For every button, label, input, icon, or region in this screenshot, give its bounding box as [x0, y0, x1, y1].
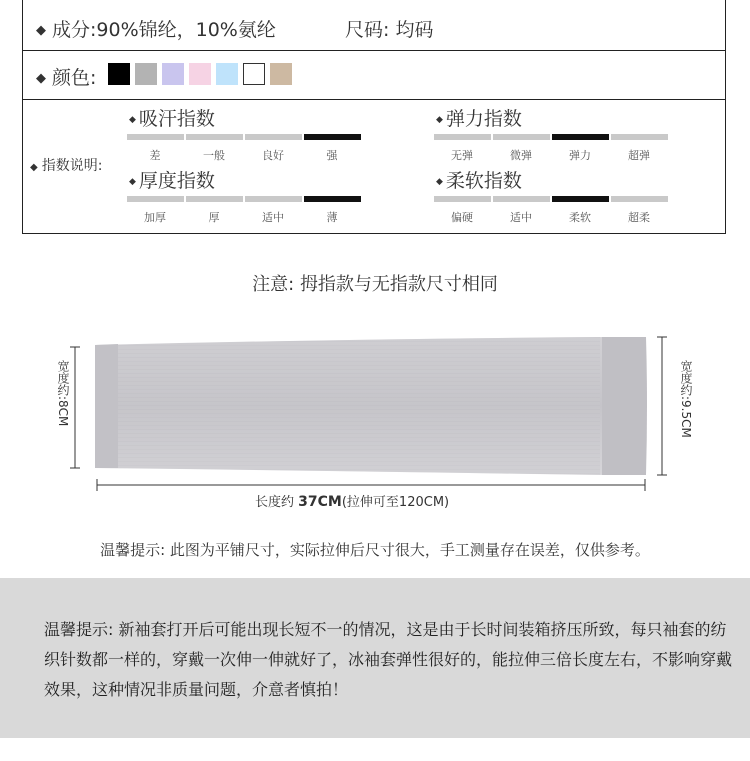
diamond-bullet-icon: ◆: [30, 162, 38, 173]
index-title-text: 弹力指数: [445, 108, 522, 130]
index-segment: [186, 196, 243, 202]
index-level-label: 良好: [262, 149, 284, 162]
length-prefix: 长度约: [255, 495, 295, 510]
index-label: 指数说明:: [41, 158, 103, 174]
sleeve-illustration: [40, 325, 710, 500]
index-level-label: 薄: [326, 211, 338, 224]
index-level-label: 适中: [262, 211, 284, 224]
color-swatch: [216, 63, 238, 85]
index-segment: [493, 196, 550, 202]
index-label-row: [30, 155, 102, 175]
index-segment: [493, 134, 550, 140]
color-swatch: [162, 63, 184, 85]
index-segment: [552, 196, 609, 202]
sleeve-right-cuff: [602, 337, 647, 475]
size-note: 注意: 拇指款与无指款尺寸相同: [252, 274, 498, 295]
color-label: 颜色:: [52, 67, 97, 89]
divider: [23, 50, 725, 51]
diamond-bullet-icon: ◆: [129, 177, 136, 187]
diamond-bullet-icon: ◆: [36, 23, 46, 38]
index-title: [129, 166, 215, 193]
index-level-label: 超弹: [628, 149, 650, 162]
index-level-label: 厚: [208, 211, 220, 224]
index-title-text: 厚度指数: [138, 170, 215, 192]
index-segment: [186, 134, 243, 140]
width-right-label: 宽度约:9.5CM: [679, 360, 693, 438]
index-segment: [304, 134, 361, 140]
index-segment: [127, 134, 184, 140]
color-swatch: [243, 63, 265, 85]
color-row: [36, 63, 96, 90]
index-segment: [434, 196, 491, 202]
color-swatch: [189, 63, 211, 85]
index-segment: [304, 196, 361, 202]
index-level-label: 柔软: [569, 211, 591, 224]
index-level-label: 强: [326, 149, 338, 162]
index-title-text: 吸汗指数: [138, 108, 215, 130]
length-suffix: (拉伸可至120CM): [341, 495, 450, 510]
composition-row: [36, 15, 276, 42]
index-level-label: 无弹: [451, 149, 473, 162]
index-title: [436, 104, 522, 131]
color-swatch: [108, 63, 130, 85]
index-level-label: 弹力: [569, 149, 591, 162]
index-level-label: 加厚: [144, 211, 166, 224]
index-title-text: 柔软指数: [445, 170, 522, 192]
index-level-label: 一般: [203, 149, 225, 162]
index-segment: [245, 134, 302, 140]
index-title: [436, 166, 522, 193]
divider: [23, 99, 725, 100]
diamond-bullet-icon: ◆: [129, 115, 136, 125]
diamond-bullet-icon: ◆: [36, 71, 46, 86]
length-value: 37CM: [298, 494, 342, 510]
size-text: 尺码: 均码: [345, 19, 434, 41]
notice-text: 温馨提示: 新袖套打开后可能出现长短不一的情况，这是由于长时间装箱挤压所致，每只袖套的纺织针数都一样的，穿戴一次伸一伸就好了，冰袖套弹性很好的，能拉伸三倍长度左右，不影响穿戴效果，这种情况非质量问题，介意者慎拍！: [44, 620, 733, 699]
color-swatch: [270, 63, 292, 85]
width-left-label: 宽度约:8CM: [56, 360, 70, 427]
index-level-label: 偏硬: [451, 211, 473, 224]
diamond-bullet-icon: ◆: [436, 115, 443, 125]
index-segment: [434, 134, 491, 140]
diamond-bullet-icon: ◆: [436, 177, 443, 187]
index-segment: [611, 196, 668, 202]
index-title: [129, 104, 215, 131]
length-label: [255, 491, 449, 510]
index-level-label: 适中: [510, 211, 532, 224]
sleeve-left-cuff: [95, 344, 118, 468]
index-level-label: 微弹: [510, 149, 532, 162]
index-segment: [127, 196, 184, 202]
index-level-label: 超柔: [628, 211, 650, 224]
measurement-tip: 温馨提示: 此图为平铺尺寸，实际拉伸后尺寸很大，手工测量存在误差，仅供参考。: [100, 541, 650, 559]
index-level-label: 差: [149, 149, 161, 162]
index-segment: [245, 196, 302, 202]
color-swatch: [135, 63, 157, 85]
index-segment: [552, 134, 609, 140]
index-segment: [611, 134, 668, 140]
composition-text: 成分:90%锦纶，10%氨纶: [52, 19, 276, 41]
